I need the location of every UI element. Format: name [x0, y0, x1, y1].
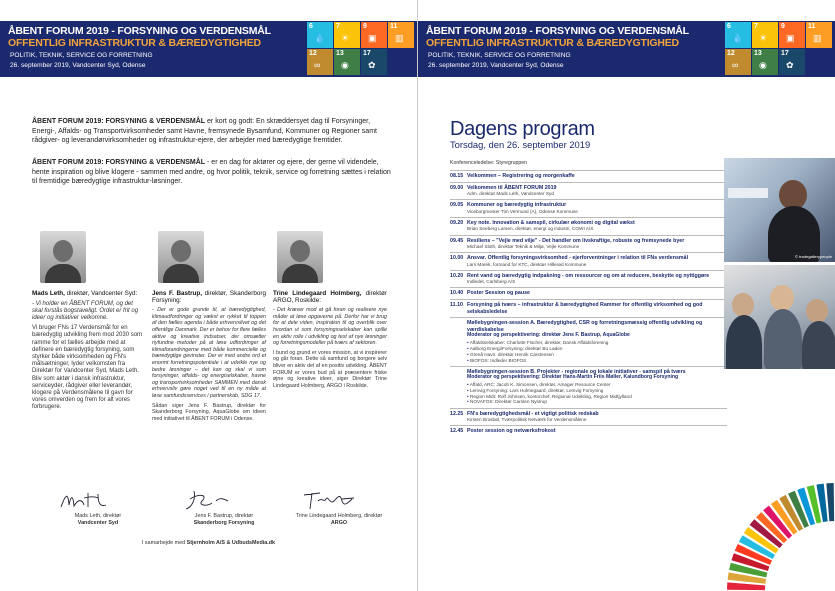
person-name-1: Mads Leth, direktør, Vandcenter Syd: — [32, 290, 138, 297]
agenda-title: Rent vand og bæredygtig indpakning - om ressourcer og om at reducere, beskytte og nyttiggøre — [467, 272, 710, 279]
agenda-time: 10.00 — [450, 255, 464, 262]
person-body-2: Sådan siger Jens F. Bastrup, direktør for Skanderborg Forsyning, AquaGlobe om ideen med initiativet til ÅBENT FORUM i Odense. — [152, 402, 266, 422]
sdg-tile — [361, 49, 387, 75]
buildings-icon: ▥ — [395, 33, 404, 43]
agenda-time — [450, 320, 467, 363]
photo-caption: © tradegallerypeople — [795, 254, 832, 259]
agenda-title: Key note. Innovation & samspil, cirkulær økonomi og digital vækst — [467, 219, 635, 226]
agenda-title: Kommuner og bæredygtig infrastruktur — [467, 202, 567, 209]
person-column-3 — [273, 291, 387, 389]
intro-bold-2: ÅBENT FORUM 2019: FORSYNING & VERDENSMÅL — [32, 159, 206, 166]
sdg-tile — [388, 22, 414, 48]
sdg-tile-number: 13 — [754, 50, 762, 57]
intro-bold-1: ÅBENT FORUM 2019: FORSYNING & VERDENSMÅL — [32, 118, 206, 125]
person-quote-3: - Det kræver mod at gå foran og realisere nye måder at løse opgaverne på. Derfor har vi brug for at dele viden, inspiration til og overblik over hvordan vi som forsyningsselskaber kan spille en aktiv rolle i udvikling og test af nye løsninger og forretningsmodeller på tværs af sektoren. — [273, 307, 387, 347]
agenda-title: FN's bæredygtighedsmål - et vigtigt politisk redskab — [467, 410, 599, 417]
agenda-row — [450, 217, 727, 235]
agenda-speaker: Moderator og perspektivering: direktør Jens F. Bastrup, AquaGlobe — [467, 332, 630, 339]
sdg-grid-right — [725, 22, 833, 75]
signature-mads-leth — [58, 489, 128, 511]
agenda-row — [450, 170, 727, 182]
program-title: Dagens program — [450, 118, 595, 140]
intro-paragraph-1 — [32, 117, 392, 146]
agenda-title: Forsyning på tværs – infrastruktur & bæredygtighed Rammer for offentlig virksomhed og god selskabsledelse — [467, 302, 703, 315]
signature-caption-3 — [281, 513, 397, 526]
sdg-wheel-segment — [727, 582, 765, 590]
agenda-row — [450, 317, 727, 365]
sun-icon: ☀ — [341, 33, 350, 43]
session-list — [467, 382, 727, 405]
audience-photo — [724, 265, 835, 369]
header-date-right: 26. september 2019, Vandcenter Syd, Odense — [428, 62, 564, 69]
sun-icon: ☀ — [759, 33, 768, 43]
sdg-tile-number: 9 — [363, 23, 367, 30]
agenda-speaker: Adm. direktør Mads Leth, Vandcenter Syd — [467, 191, 554, 197]
sdg-tile-number: 17 — [363, 50, 371, 57]
session-item: • Affald, ARC: Jacob K. Simonsen, direktør, Amager Resource Center — [467, 382, 727, 388]
intro-text-1: er kort og godt: En skræddersyet dag til Forsyninger, Energi-, Affalds- og Transportvirksomheder samt Havne, fremsynede Bysamfund, Kommuner og Regioner samt rådgiver- og leverandørvirksomheder og infrastruktur-ejere, der arbejder med bæredygtige fremtider. — [32, 118, 377, 145]
session-item: • NOVAFOS: Direktør Carsten Nystrup — [467, 399, 727, 405]
header-tagline-right: POLITIK, TEKNIK, SERVICE OG FORRETNING — [428, 52, 571, 59]
person-body-1: Vi bruger FNs 17 Verdensmål for en bæredygtig udvikling frem mod 2030 som ramme for et fælles arbejde med at definere en bæredygtig forsyning, som styrker både virksomheden og FN's målsætninger, lyder velkomsten fra Direktør for Vandcenter Syd, Mads Leth. Bliv som aktør i dansk infrastruktur, serviceyder, rådgiver eller leverandør, klogere på Verdensmålene til gavn for vores omverden og frem for alt vores forbrugere. — [32, 325, 143, 411]
signature-org-2: Skanderborg Forsyning — [193, 519, 255, 526]
agenda-time: 09.20 — [450, 219, 464, 226]
sdg-grid — [307, 22, 415, 75]
signature-org-1: Vandcenter Syd — [77, 519, 119, 526]
signature-name-1: Mads Leth, direktør — [74, 513, 122, 519]
sdg-tile-number: 13 — [336, 50, 344, 57]
person-name-2: Jens F. Bastrup, direktør, Skanderborg Forsyning: — [152, 290, 266, 304]
cubes-icon: ▣ — [786, 33, 795, 43]
agenda-time: 09.45 — [450, 237, 464, 244]
sdg-tile-number: 7 — [754, 23, 758, 30]
person-column-2 — [152, 291, 266, 422]
agenda-time — [450, 369, 467, 406]
sdg-tile — [779, 22, 805, 48]
signature-jens-bastrup — [180, 489, 250, 511]
agenda-row — [450, 199, 727, 217]
header-subtitle: OFFENTLIG INFRASTRUKTUR & BÆREDYGTIGHED — [8, 37, 261, 49]
water-drop-icon: 💧 — [732, 33, 744, 43]
agenda-row — [450, 366, 727, 408]
agenda-time: 10.20 — [450, 272, 464, 279]
conference-speaker-photo — [724, 158, 835, 262]
agenda-title: Poster session og netværksfrokost — [467, 428, 556, 435]
signature-caption-2 — [164, 513, 284, 526]
agenda-row — [450, 287, 727, 299]
agenda-time: 12.45 — [450, 428, 464, 435]
agenda-title: Poster Session og pause — [467, 290, 530, 297]
sdg-tile-number: 7 — [336, 23, 340, 30]
agenda-row — [450, 299, 727, 317]
sdg-tile — [725, 49, 751, 75]
agenda-speaker: Lars Marek, formand for KTC, direktør Hillerød Kommune — [467, 261, 587, 267]
sdg-tile — [334, 49, 360, 75]
sdg-tile-number: 6 — [309, 23, 313, 30]
sdg-tile-number: 12 — [309, 50, 317, 57]
rings-icon: ✿ — [368, 60, 376, 70]
signature-org-3: ARGO — [330, 519, 348, 526]
header-subtitle-right: OFFENTLIG INFRASTRUKTUR & BÆREDYGTIGHED — [426, 37, 679, 49]
sdg-tile — [752, 22, 778, 48]
agenda-row — [450, 425, 727, 437]
agenda-speaker: Kirsten Brosbøl, Tværpolitisk Netværk for Verdensmålene — [467, 416, 587, 422]
agenda-time: 09.00 — [450, 184, 464, 191]
session-item: • BIOFOS: Indleder BIOFOS — [467, 358, 727, 364]
agenda-speaker: Brian Seeberg Larsen, direktør, energi og industri, COWI A/S — [467, 226, 594, 232]
left-page — [0, 0, 417, 591]
infinity-icon: ∞ — [732, 60, 739, 70]
agenda-row — [450, 182, 727, 200]
person-quote-1: - Vi holder en ÅBENT FORUM, og det skal forstås bogstaveligt. Ordet er frit og ideer og initiativer velkomne. — [32, 300, 139, 321]
session-item: • Affaldsselskaber: Charlotte Fischer, direktør, Dansk Affaldsforening — [467, 340, 727, 346]
portrait-jens-bastrup — [158, 231, 204, 283]
agenda-title: Resiliens – "Vejle med vilje" - Det handler om livskraftige, robuste og fremsynede byer — [467, 237, 685, 244]
session-item: • Aalborg Energi/Forsyning: direktør Bo Laden — [467, 346, 727, 352]
agenda-row — [450, 270, 727, 288]
signature-caption-1 — [48, 513, 148, 526]
agenda-speaker: Moderator og perspektivering: Direktør Hans-Martin Friis Møller, Kalundborg Forsyning — [467, 374, 679, 381]
program-date: Torsdag, den 26. september 2019 — [450, 139, 591, 150]
sdg-tile — [307, 49, 333, 75]
buildings-icon: ▥ — [813, 33, 822, 43]
agenda-time: 08.15 — [450, 173, 464, 179]
sdg-tile — [725, 22, 751, 48]
person-quote-2: - Der er gode grunde til, at bæredygtighed, klimaudfordringer og vækst er rykket til toppen af den fælles agenda i både erhvervslivet og det offentlige Danmark. Der er behov for flere fælles aktive og kreative indsatser, der omsætter nyfundne metoder på at løse udfordringer af klimaforandringerne med både kommercielle og bæredygtige gevinster. Der er med andre ord et enormt forretningspotentiale i at udvikle nye og bedre løsninger – det kan og skal vi som forsyninger, affalds- og energiselskaber, havne og transportvirksomheder SAMMEN med dansk erhvervsliv gøre noget ved til en ny måde at løse samfundsservices i partnerskab, SDG 17. — [152, 307, 266, 399]
agenda-title: Ansvar. Offentlig forsyningsvirksomhed - ejerforventninger i relation til FNs verdensmål — [467, 255, 689, 262]
session-item: • Region Midt: Rolf Johnsen, kontorchef, Regional Udvikling, Region Midtjylland — [467, 394, 727, 400]
intro-paragraph-2 — [32, 158, 392, 187]
sdg-tile-number: 11 — [390, 23, 398, 30]
header-tagline: POLITIK, TEKNIK, SERVICE OG FORRETNING — [10, 52, 153, 59]
sdg-tile — [307, 22, 333, 48]
session-list — [467, 340, 727, 363]
rings-icon: ✿ — [786, 60, 794, 70]
infinity-icon: ∞ — [314, 60, 321, 70]
agenda-time: 12.25 — [450, 410, 464, 417]
agenda-row — [450, 235, 727, 253]
header-title-right: ÅBENT FORUM 2019 - FORSYNING OG VERDENSMÅL — [426, 25, 689, 37]
right-page — [418, 0, 835, 591]
agenda-speaker: Indledet, Carlsberg A/S — [467, 279, 516, 285]
person-body-3: I bund og grund er vores mission, at vi inspirerer og går foran. Dette så samfund og borgere selv bliver en aktiv del af en positiv udvikling. ÅBENT FORUM er vores bud på at præsentere friske øjne og kreative ideer, siger Direktør Trine Lindegaard Holmberg, ARGO i Roskilde. — [273, 349, 387, 389]
agenda-time: 11.10 — [450, 302, 463, 309]
session-item: • Lemvig Forsyning: Lars Holmegaard, direktør, Lemvig Forsyning — [467, 388, 727, 394]
header-banner — [0, 21, 417, 77]
sdg-tile — [779, 49, 805, 75]
water-drop-icon: 💧 — [314, 33, 326, 43]
sdg-tile-number: 9 — [781, 23, 785, 30]
portrait-trine-holmberg — [277, 231, 323, 283]
sdg-tile-number: 6 — [727, 23, 731, 30]
session-item: • Grenå Havn: direktør Henrik Carstensen — [467, 352, 727, 358]
eye-globe-icon: ◉ — [341, 60, 349, 70]
sdg-tile — [361, 22, 387, 48]
agenda-row — [450, 408, 727, 426]
sdg-color-wheel — [704, 474, 835, 591]
sdg-tile — [752, 49, 778, 75]
agenda-row — [450, 252, 727, 270]
signature-name-2: Jens F. Bastrup, direktør — [194, 513, 254, 519]
eye-globe-icon: ◉ — [759, 60, 767, 70]
portrait-mads-leth — [40, 231, 86, 283]
header-banner-right — [418, 21, 835, 77]
header-title: ÅBENT FORUM 2019 - FORSYNING OG VERDENSMÅL — [8, 25, 271, 37]
signature-name-3: Trine Lindegaard Holmberg, direktør — [295, 513, 383, 519]
program-chair: Konferenceledelse: Styregruppen — [450, 160, 527, 166]
sdg-tile-number: 11 — [808, 23, 816, 30]
signature-trine-holmberg — [300, 489, 370, 511]
agenda-title: Møllebygningen-session B. Projekter - regionale og lokale initiativer - samspil på tværs — [467, 368, 686, 375]
sdg-wheel-segment — [826, 483, 834, 521]
intro-text-2: - er en dag for aktører og ejere, der gerne vil videndele, hente inspiration og blive klogere - sammen med andre, og hvor politik, teknik, service og forretning sættes i relation til fremtidige bæredygtige infrastruktur-løsninger. — [32, 159, 391, 186]
sdg-tile — [334, 22, 360, 48]
header-date: 26. september 2019, Vandcenter Syd, Odense — [10, 62, 146, 69]
agenda-speaker: Viceborgmester Tim Vermund (A), Odense Kommune — [467, 208, 578, 214]
collaboration-line: I samarbejde med Stjernholm A/S & UdbudsMedia.dk — [141, 540, 276, 546]
person-name-3: Trine Lindegaard Holmberg, direktør ARGO, Roskilde: — [273, 290, 388, 304]
agenda-title: Velkommen – Registrering og morgenkaffe — [467, 173, 575, 179]
agenda-speaker: Michael Sloth, direktør Teknik & Miljø, Vejle Kommune — [467, 243, 580, 249]
agenda-time: 10.40 — [450, 290, 464, 297]
agenda-time: 09.05 — [450, 202, 464, 209]
sdg-tile-number: 17 — [781, 50, 789, 57]
agenda-title: Møllebygningen-session A. Bæredygtighed, CSR og forretningsmæssig offentlig udvikling og værdiskabelse — [467, 320, 703, 333]
agenda-list — [450, 170, 727, 437]
sdg-tile — [806, 22, 832, 48]
cubes-icon: ▣ — [368, 33, 377, 43]
agenda-title: Velkommen til ÅBENT FORUM 2019 — [467, 184, 557, 191]
person-column-1 — [32, 291, 144, 412]
sdg-tile-number: 12 — [727, 50, 735, 57]
